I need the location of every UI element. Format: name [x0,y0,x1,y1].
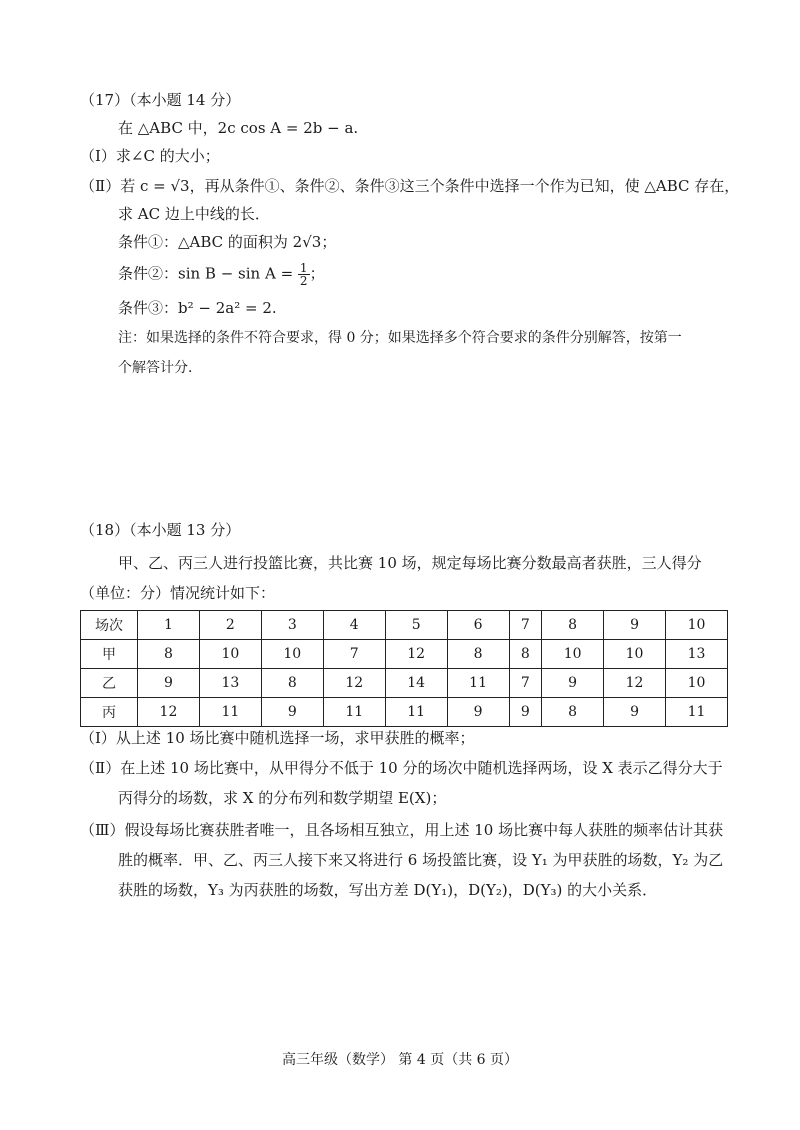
table-cell: 7 [323,640,385,669]
table-header-cell: 2 [199,611,261,640]
table-cell: 8 [509,640,542,669]
table-cell: 8 [447,640,509,669]
table-cell: 9 [509,698,542,727]
table-row [81,640,728,669]
table-header-cell: 4 [323,611,385,640]
table-cell: 8 [261,669,323,698]
table-cell: 9 [604,698,666,727]
cond2-suffix: ； [309,264,325,283]
table-cell: 7 [509,669,542,698]
table-cell: 9 [542,669,604,698]
table-cell: 14 [385,669,447,698]
table-header-cell: 6 [447,611,509,640]
table-cell: 12 [323,669,385,698]
table-cell: 11 [199,698,261,727]
table-cell: 13 [199,669,261,698]
q17-part2-line1: （Ⅱ）若 c = √3，再从条件①、条件②、条件③这三个条件中选择一个作为已知，使 △ABC 存在， [80,177,740,195]
table-cell: 9 [261,698,323,727]
table-cell: 8 [138,640,200,669]
q17-stem: 在 △ABC 中，2c cos A = 2b − a. [118,119,359,137]
table-header-label: 场次 [81,611,138,640]
q17-condition-2 [118,262,325,287]
table-cell: 11 [323,698,385,727]
cond2-denominator: 2 [299,274,308,288]
table-cell: 13 [666,640,728,669]
table-cell: 12 [385,640,447,669]
table-header-cell: 9 [604,611,666,640]
table-cell: 11 [666,698,728,727]
table-cell: 11 [385,698,447,727]
table-cell: 10 [604,640,666,669]
table-row-name: 乙 [81,669,138,698]
table-row [81,698,728,727]
table-row [81,669,728,698]
table-cell: 10 [261,640,323,669]
q18-stem-line1: 甲、乙、丙三人进行投篮比赛，共比赛 10 场，规定每场比赛分数最高者获胜，三人得分 [118,554,702,572]
table-cell: 12 [604,669,666,698]
table-cell: 11 [447,669,509,698]
cond2-prefix: 条件②：sin B − sin A = [118,264,298,283]
table-row-name: 甲 [81,640,138,669]
q18-part2-line1: （Ⅱ）在上述 10 场比赛中，从甲得分不低于 10 分的场次中随机选择两场，设 X 表示乙得分大于 [80,759,723,777]
table-cell: 9 [138,669,200,698]
table-header-row [81,611,728,640]
table-cell: 9 [447,698,509,727]
table-cell: 10 [542,640,604,669]
table-header-cell: 10 [666,611,728,640]
q17-condition-3: 条件③：b² − 2a² = 2. [118,299,277,317]
q18-part3-line2: 胜的概率．甲、乙、丙三人接下来又将进行 6 场投篮比赛，设 Y₁ 为甲获胜的场数，Y₂ 为乙 [118,851,724,869]
q17-heading: （17）（本小题 14 分） [80,91,241,109]
q18-part2-line2: 丙得分的场数，求 X 的分布列和数学期望 E(X)； [118,789,447,807]
q17-condition-1: 条件①：△ABC 的面积为 2√3； [118,233,337,251]
q17-part2-line2: 求 AC 边上中线的长． [118,205,270,223]
table-header-cell: 5 [385,611,447,640]
table-cell: 10 [199,640,261,669]
q18-heading: （18）（本小题 13 分） [80,521,241,539]
table-header-cell: 7 [509,611,542,640]
table-header-cell: 3 [261,611,323,640]
table-cell: 12 [138,698,200,727]
score-table [80,610,728,727]
table-header-cell: 1 [138,611,200,640]
q17-part1: （Ⅰ）求∠C 的大小； [80,147,220,165]
cond2-numerator: 1 [299,261,308,275]
table-cell: 10 [666,669,728,698]
q18-part3-line1: （Ⅲ）假设每场比赛获胜者唯一，且各场相互独立，用上述 10 场比赛中每人获胜的频率估计其获 [80,821,724,839]
table-cell: 8 [542,698,604,727]
cond2-fraction [298,262,310,287]
q18-part3-line3: 获胜的场数，Y₃ 为丙获胜的场数，写出方差 D(Y₁)，D(Y₂)，D(Y₃) 的大小关系． [118,881,658,899]
q17-note-line2: 个解答计分． [118,360,202,376]
table-row-name: 丙 [81,698,138,727]
q17-note-line1: 注：如果选择的条件不符合要求，得 0 分；如果选择多个符合要求的条件分别解答，按第一 [118,330,682,346]
q18-stem-line2: （单位：分）情况统计如下： [80,584,276,602]
page-footer: 高三年级（数学） 第 4 页（共 6 页） [281,1052,519,1068]
table-header-cell: 8 [542,611,604,640]
q18-part1: （Ⅰ）从上述 10 场比赛中随机选择一场，求甲获胜的概率； [80,729,475,747]
